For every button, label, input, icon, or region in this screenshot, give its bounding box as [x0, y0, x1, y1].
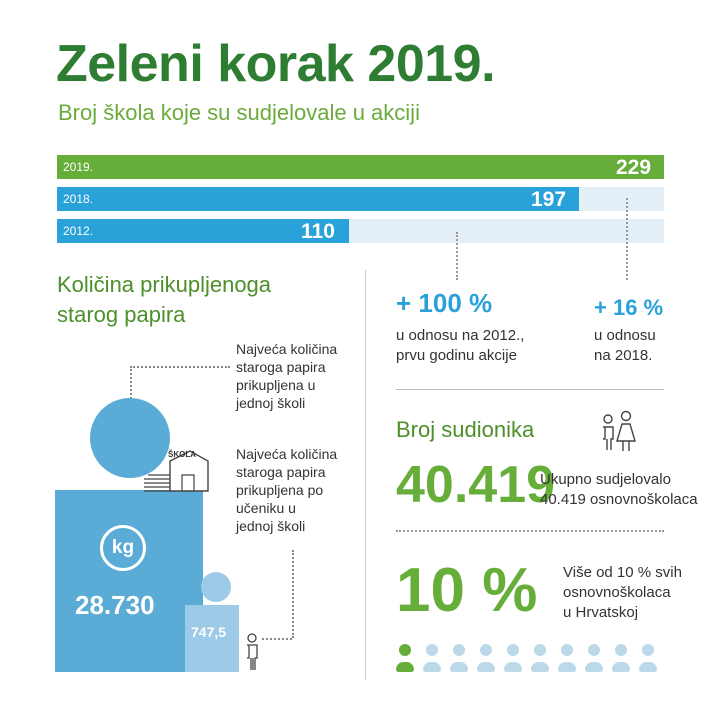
student-paper-value: 747,5 [191, 624, 227, 640]
student-icon [244, 632, 260, 672]
max-school-label-line4: jednoj školi [236, 395, 306, 411]
participant-dot [450, 642, 470, 678]
max-student-label-line5: jednoj školi [236, 518, 306, 534]
participant-dot [639, 642, 659, 678]
max-school-label-line1: Najveća količina [236, 341, 338, 357]
participants-share-desc-line1: Više od 10 % svih [563, 564, 682, 581]
participant-dot-highlighted [396, 642, 416, 678]
participant-dot [612, 642, 632, 678]
participants-count-desc-line1: Ukupno sudjelovalo [540, 471, 671, 488]
participants-share-desc-line2: osnovnoškolaca [563, 584, 671, 601]
max-student-label-line3: prikupljena po [236, 482, 324, 498]
big-weight-body [55, 490, 203, 672]
participant-share-dots [396, 642, 666, 682]
participant-dot [423, 642, 443, 678]
bar-value-label-2019: 229 [616, 156, 652, 179]
bar-year-label-2012: 2012. [63, 224, 94, 238]
children-icon [598, 410, 642, 454]
participants-count-desc-line2: 40.419 osnovnoškolaca [540, 491, 698, 508]
bar-value-label-2018: 197 [531, 188, 567, 211]
school-paper-value: 28.730 [75, 590, 155, 620]
participants-share-desc-line3: u Hrvatskoj [563, 604, 639, 621]
leader-line-2018 [626, 198, 628, 280]
school-icon-label: ŠKOLA [168, 450, 196, 459]
max-student-label-line2: staroga papira [236, 464, 326, 480]
participant-dot [504, 642, 524, 678]
participants-count: 40.419 [396, 456, 556, 514]
page-title: Zeleni korak 2019. [56, 35, 496, 93]
max-student-label-line4: učeniku u [236, 500, 296, 516]
growth-vs-2018-value: + 16 % [594, 295, 664, 320]
growth-vs-2012-value: + 100 % [396, 288, 493, 318]
growth-vs-2018-note-line2: na 2018. [594, 347, 653, 364]
growth-vs-2012-note-line1: u odnosu na 2012., [396, 327, 525, 344]
column-divider [365, 270, 366, 680]
paper-title-line2: starog papira [57, 302, 186, 327]
max-student-leader-v [292, 550, 294, 638]
participants-dotted-divider [396, 530, 664, 532]
participant-dot [531, 642, 551, 678]
participants-title: Broj sudionika [396, 417, 535, 442]
leader-line-2012 [456, 232, 458, 280]
kg-unit-badge: kg [100, 525, 146, 571]
max-school-leader-h [130, 366, 230, 368]
participants-share: 10 % [396, 556, 538, 625]
bar-2018 [57, 187, 579, 211]
right-section-divider [396, 389, 664, 390]
bar-2019 [57, 155, 664, 179]
bar-row-2018 [57, 187, 664, 211]
participant-dot [585, 642, 605, 678]
bar-year-label-2018: 2018. [63, 192, 94, 206]
participant-dot [558, 642, 578, 678]
growth-vs-2012-note-line2: prvu godinu akcije [396, 347, 517, 364]
participant-dot [477, 642, 497, 678]
max-school-label-line2: staroga papira [236, 359, 326, 375]
page-subtitle: Broj škola koje su sudjelovale u akciji [58, 100, 420, 125]
bar-year-label-2019: 2019. [63, 160, 94, 174]
max-student-label-line1: Najveća količina [236, 446, 338, 462]
paper-title-line1: Količina prikupljenoga [57, 272, 272, 297]
growth-vs-2018-note-line1: u odnosu [594, 327, 656, 344]
small-weight-handle [201, 572, 231, 602]
bar-row-2019 [57, 155, 664, 179]
bar-value-label-2012: 110 [301, 220, 335, 243]
max-student-leader-h [262, 638, 292, 640]
bar-row-2012 [57, 219, 664, 243]
max-school-label-line3: prikupljena u [236, 377, 316, 393]
